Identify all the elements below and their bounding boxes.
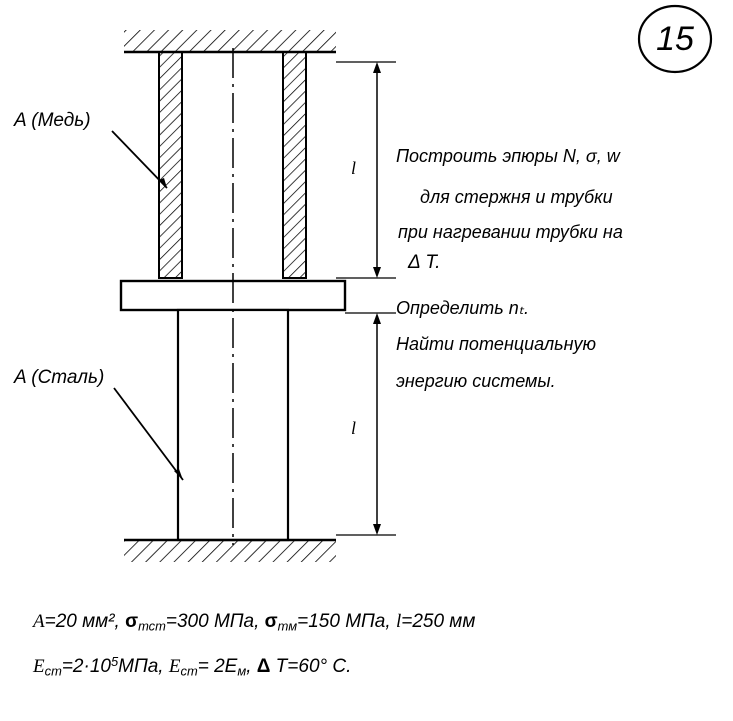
modulus-units: МПа, (118, 655, 169, 677)
leader-line-steel (114, 388, 183, 480)
modulus-symbol-steel: E (33, 655, 45, 677)
given-data-line-1 (33, 611, 475, 634)
modulus-copper-subscript: м (237, 663, 247, 679)
modulus-relation-tail: , (246, 655, 257, 677)
sigma-copper-subscript: тм (277, 618, 298, 634)
sigma-symbol-steel: σ (125, 611, 139, 632)
length-symbol: l (395, 611, 402, 632)
problem-number: 15 (656, 19, 694, 58)
length-value: =250 мм (401, 611, 476, 632)
given-data-line-2 (33, 654, 351, 678)
task-line-6: Найти потенциальную (396, 334, 597, 354)
label-copper: A (Медь) (14, 110, 91, 131)
modulus-steel-value: =2·10 (61, 655, 111, 677)
modulus-relation: = 2E (197, 655, 238, 677)
dimension-arrow-lower (336, 313, 396, 535)
dimension-label-upper-text: l (351, 158, 357, 178)
fixed-support-hatching-bottom (124, 540, 336, 562)
modulus-steel-subscript: ст (44, 663, 62, 679)
label-steel: A (Сталь) (14, 367, 105, 388)
sigma-symbol-copper: σ (264, 611, 278, 632)
dimension-label-lower-text: l (351, 418, 357, 438)
task-line-2: для стержня и трубки (420, 187, 613, 207)
task-line-5: Определить nₜ. (396, 298, 530, 318)
fixed-support-hatching-top (124, 30, 336, 52)
dimension-label-lower (351, 418, 356, 439)
delta-symbol: Δ (256, 655, 271, 677)
sigma-steel-subscript: тст (138, 618, 166, 634)
task-line-4: Δ T. (408, 252, 441, 273)
modulus-exponent: 5 (110, 654, 119, 669)
task-line-3: при нагревании трубки на (398, 222, 623, 242)
area-value: =20 мм², (44, 611, 126, 632)
task-line-7: энергию системы. (396, 371, 556, 391)
delta-temperature-value: T=60° C. (270, 655, 352, 677)
area-symbol: A (33, 611, 45, 632)
dimension-label-upper (351, 158, 356, 179)
modulus-symbol-steel-2: E (168, 655, 181, 677)
dimension-arrow-upper (336, 62, 396, 278)
sigma-steel-value: =300 МПа, (165, 611, 265, 632)
sigma-copper-value: =150 МПа, (297, 611, 396, 632)
modulus-steel-subscript-2: ст (180, 663, 198, 679)
task-line-1: Построить эпюры N, σ, w (396, 146, 620, 166)
